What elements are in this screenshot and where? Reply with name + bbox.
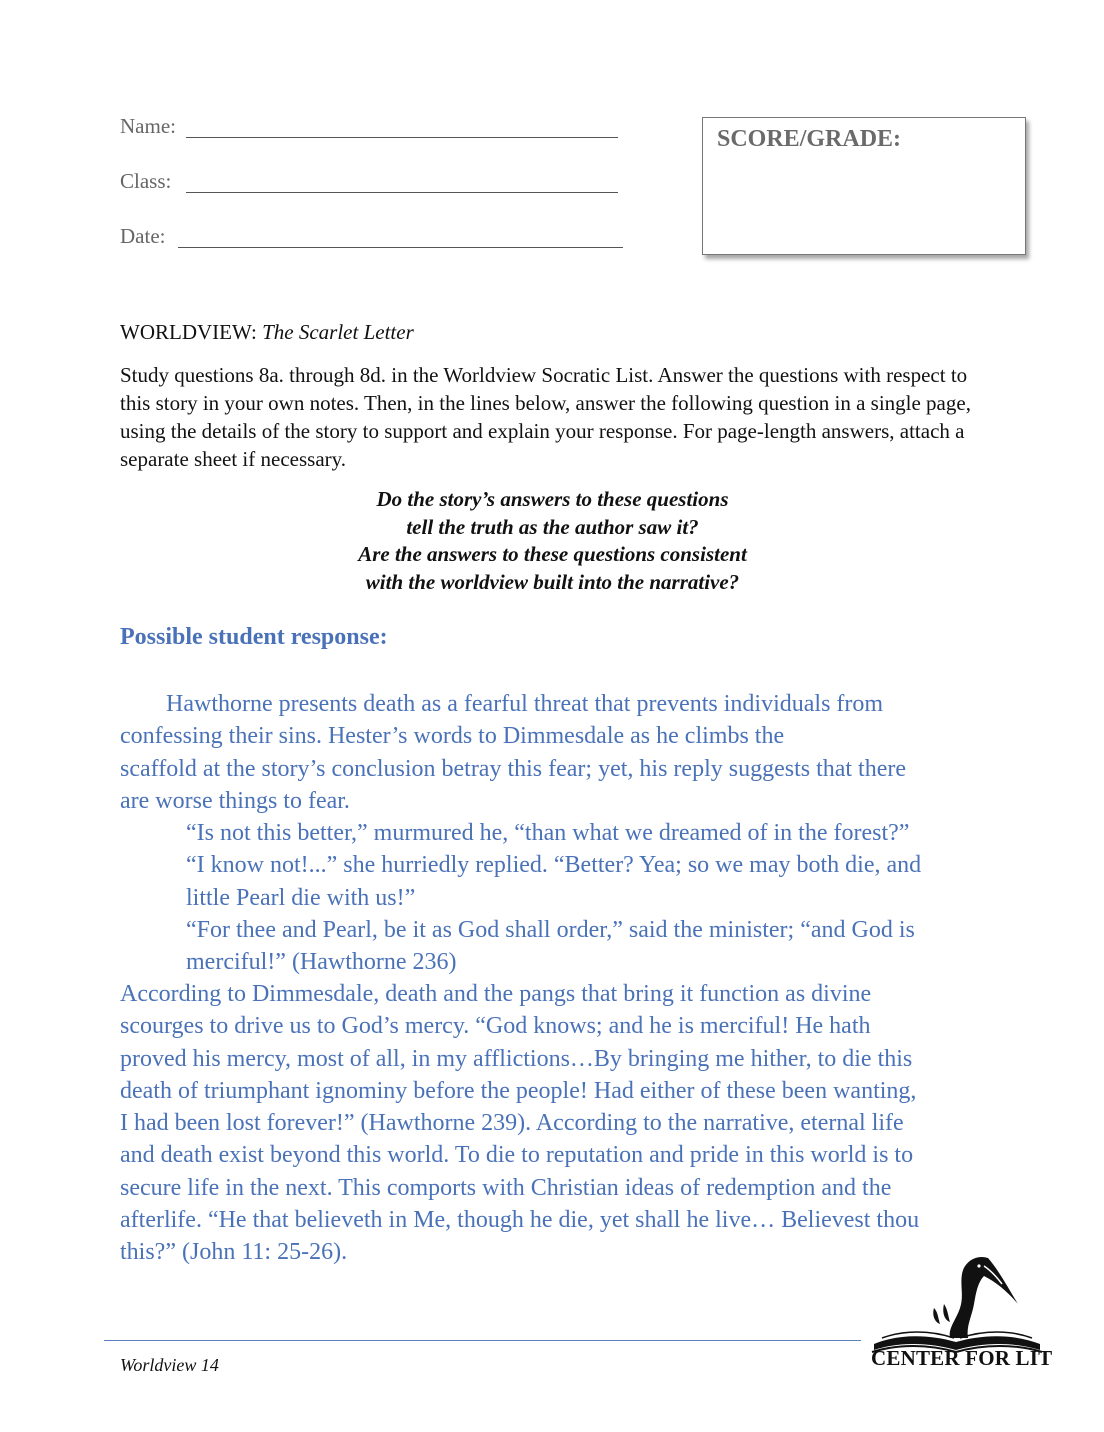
response-line: secure life in the next. This comports with Christian ideas of redemption and the: [120, 1174, 892, 1201]
response-line: According to Dimmesdale, death and the pangs that bring it function as divine: [120, 981, 872, 1007]
quote-line: “I know not!...” she hurriedly replied. “Better? Yea; so we may both die, and: [186, 852, 922, 879]
response-line: this?” (John 11: 25-26).: [120, 1239, 348, 1266]
class-label: Class:: [120, 169, 172, 193]
logo-text: CENTER FOR LIT: [871, 1346, 1053, 1370]
response-line: I had been lost forever!” (Hawthorne 239). According to the narrative, eternal life: [120, 1110, 904, 1137]
response-line: scourges to drive us to God’s mercy. “God knows; and he is merciful! He hath: [120, 1013, 871, 1040]
date-field[interactable]: [120, 224, 165, 249]
name-label: Name:: [120, 114, 176, 138]
response-line: afterlife. “He that believeth in Me, though he die, yet shall he live… Believest thou: [120, 1207, 920, 1234]
response-line: confessing their sins. Hester’s words to Dimmesdale as he climbs the: [120, 723, 785, 750]
response-line: and death exist beyond this world. To die to reputation and pride in this world is to: [120, 1142, 914, 1169]
footer-page-label: Worldview 14: [120, 1355, 219, 1375]
response-paragraph-2: [120, 978, 1000, 1269]
question-line: Do the story’s answers to these questions: [376, 487, 729, 511]
class-line[interactable]: [186, 192, 618, 193]
date-label: Date:: [120, 224, 166, 248]
footer-divider: [104, 1340, 861, 1341]
block-quote: [186, 817, 1006, 978]
name-field[interactable]: [120, 114, 176, 139]
name-line[interactable]: [186, 137, 618, 138]
date-line[interactable]: [178, 247, 623, 248]
quote-line: merciful!” (Hawthorne 236): [186, 949, 457, 976]
response-line: scaffold at the story’s conclusion betray this fear; yet, his reply suggests that there: [120, 755, 907, 782]
response-line: Hawthorne presents death as a fearful threat that prevents individuals from: [166, 691, 884, 717]
quote-line: “Is not this better,” murmured he, “than what we dreamed of in the forest?”: [186, 820, 910, 846]
instructions: Study questions 8a. through 8d. in the Worldview Socratic List. Answer the questions with respect to this story in your own notes. Then, in the lines below, answer the following question in a single page, using the details of the story to support and explain your response. For page-length answers, attach a separate sheet if necessary.: [120, 363, 971, 471]
question-block: [120, 486, 985, 596]
quote-line: little Pearl die with us!”: [186, 884, 416, 911]
response-line: proved his mercy, most of all, in my afflictions…By bringing me hither, to die this: [120, 1045, 913, 1072]
worldview-title: [120, 320, 414, 345]
response-heading: Possible student response:: [120, 624, 388, 650]
question-line: Are the answers to these questions consistent: [358, 542, 747, 566]
worldview-prefix: WORLDVIEW:: [120, 320, 263, 344]
response-paragraph-1: [120, 688, 1000, 817]
book-title: The Scarlet Letter: [262, 320, 414, 344]
response-line: death of triumphant ignominy before the people! Had either of these been wanting,: [120, 1077, 917, 1104]
class-field[interactable]: [120, 169, 171, 194]
question-line: with the worldview built into the narrative?: [365, 569, 740, 594]
question-line: tell the truth as the author saw it?: [406, 514, 699, 539]
score-grade-label: SCORE/GRADE:: [717, 126, 902, 152]
quote-line: “For thee and Pearl, be it as God shall order,” said the minister; “and God is: [186, 916, 915, 943]
score-grade-box: [702, 117, 1026, 255]
response-line: are worse things to fear.: [120, 787, 350, 814]
